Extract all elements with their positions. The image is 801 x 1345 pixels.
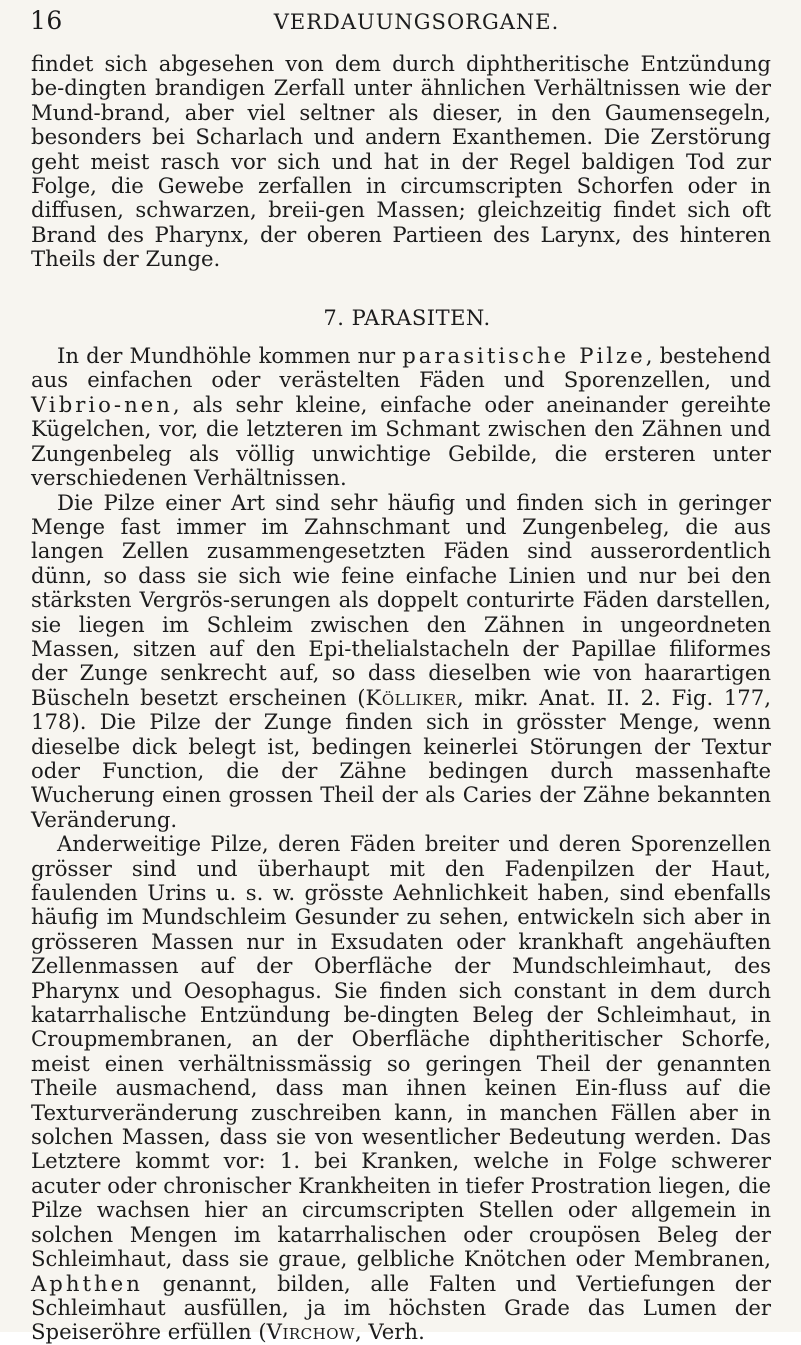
page-number: 16: [30, 6, 63, 35]
page-header: [0, 6, 801, 46]
emphasis-spaced: Vibrio-nen: [31, 391, 173, 417]
text-run: Die Pilze einer Art sind sehr häufig und finden sich in geringer Menge fast immer im Zahnschmant und Zungenbeleg, die aus langen Zellen zusammengesetzten Fäden sind ausserordentlich dünn, so dass sie sich wie feine einfache Linien und nur bei den stärksten Vergrös-serungen als doppelt conturirte Fäden darstellen, sie liegen im Schleim zwischen den Zähnen in ungeordneten Massen, sitzen auf den Epi-thelialstacheln der Papillae filiformes der Zunge senkrecht auf, so dass dieselben wie von haarartigen Büscheln besetzt erscheinen (: [31, 489, 771, 710]
text-run: , bestehend aus einfachen oder verästelten Fäden und Sporenzellen, und: [31, 343, 771, 393]
body-text: [31, 52, 771, 1345]
emphasis-spaced: Aphthen: [31, 1270, 143, 1296]
section-heading: 7. PARASITEN.: [323, 305, 491, 330]
paragraph-parasites-intro: [31, 344, 771, 490]
text-run: In der Mundhöhle kommen nur: [57, 343, 403, 369]
text-run: genannt, bilden, alle Falten und Vertiefungen der Schleimhaut ausfüllen, ja im höchsten Grade das Lumen der Speiseröhre erfüllen (: [31, 1270, 771, 1345]
paragraph-other-fungi: [31, 832, 771, 1345]
author-name: Virchow: [266, 1319, 355, 1345]
text-run: , als sehr kleine, einfache oder aneinander gereihte Kügelchen, vor, die letzteren im Schmant zwischen den Zähnen und Zungenbeleg als völlig unwichtige Gebilde, die ersteren unter verschiedenen Verhältnissen.: [31, 391, 771, 491]
text-run: , mikr. Anat. II. 2. Fig. 177, 178). Die Pilze der Zunge finden sich in grösster Menge, wenn dieselbe dick belegt ist, bedingen keinerlei Störungen der Textur oder Function, die der Zähne bedingen durch massenhafte Wucherung einen grossen Theil der als Caries der Zähne bekannten Veränderung.: [31, 684, 771, 832]
text-run: , Verh.: [354, 1319, 425, 1345]
text-run: Anderweitige Pilze, deren Fäden breiter und deren Sporenzellen grösser sind und überhaupt mit den Fadenpilzen der Haut, faulenden Urins u. s. w. grösste Aehnlichkeit haben, sind ebenfalls häufig im Mundschleim Gesunder zu sehen, entwickeln sich aber in grösseren Massen nur in Exsudaten oder krankhaft angehäuften Zellenmassen auf der Oberfläche der Mundschleimhaut, des Pharynx und Oesophagus. Sie finden sich constant in dem durch katarrhalische Entzündung be-dingten Beleg der Schleimhaut, in Croupmembranen, an der Oberfläche diphtheritischer Schorfe, meist einen verhältnissmässig so geringen Theil der genannten Theile ausmachend, dass man ihnen keinen Ein-fluss auf die Texturveränderung zuschreiben kann, in manchen Fällen aber in solchen Massen, dass sie von wesentlicher Bedeutung werden. Das Letztere kommt vor: 1. bei Kranken, welche in Folge schwerer acuter oder chronischer Krankheiten in tiefer Prostration liegen, die Pilze wachsen hier an circumscripten Stellen oder allgemein in solchen Mengen im katarrhalischen oder croupösen Beleg der Schleimhaut, dass sie graue, gelbliche Knötchen oder Membranen,: [31, 831, 771, 1272]
running-head: VERDAUUNGSORGANE.: [273, 10, 560, 34]
paragraph-tongue-fungi: [31, 491, 771, 833]
paragraph-continued: findet sich abgesehen von dem durch diphtheritische Entzündung be-dingten brandigen Zerfall unter ähnlichen Verhältnissen wie der Mund-brand, aber viel seltner als dieser, in den Gaumensegeln, besonders bei Scharlach und andern Exanthemen. Die Zerstörung geht meist rasch vor sich und hat in der Regel baldigen Tod zur Folge, die Gewebe zerfallen in circumscripten Schorfen oder in diffusen, schwarzen, breii-gen Massen; gleichzeitig findet sich oft Brand des Pharynx, der oberen Partieen des Larynx, des hinteren Theils der Zunge.: [31, 51, 771, 272]
emphasis-spaced: parasitische Pilze: [402, 343, 646, 369]
author-name: Kölliker: [365, 684, 457, 710]
